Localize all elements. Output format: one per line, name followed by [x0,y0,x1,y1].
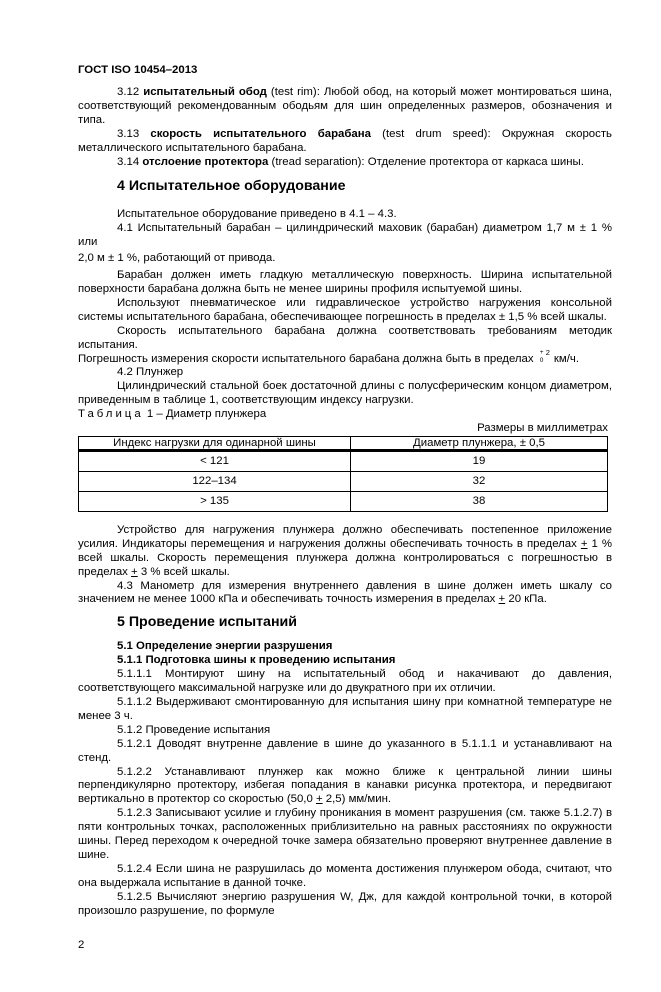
section-4-heading: 4 Испытательное оборудование [117,178,346,195]
clause-3-14 [78,156,612,170]
paragraph-drum-speed: Скорость испытательного барабана должна соответствовать требованиям методик испытания. [78,324,612,351]
paragraph-speed-tolerance: Погрешность измерения скорости испытательного барабана должна быть в пределах + 0 2 км/ч. [78,348,579,365]
clause-4-3: 4.3 Манометр для измерения внутреннего давления в шине должен иметь шкалу со значением не менее 1000 кПа и обеспечивать точность измерения в пределах + 20 кПа. [78,579,612,606]
clause-5-1-2-5: 5.1.2.5 Вычисляют энергию разрушения W, Дж, для каждой контрольной точки, в которой произошло разрушение, по формуле [78,890,612,917]
table-caption: Таблица 1 – Диаметр плунжера [78,408,267,421]
paragraph-plunger: Цилиндрический стальной боек достаточной длины с полусферическим концом диаметром, приведенным в таблице 1, соответствующим индексу нагрузки. [78,380,612,407]
plunger-diameter-table [78,436,608,512]
clause-3-13 [78,128,612,156]
tolerance-notation: + 0 2 [539,348,550,365]
table-row [79,450,608,471]
table-cell: 19 [351,450,608,471]
clause-number: 3.12 [117,86,144,98]
definition: (test drum speed): Окружная скорость металлического испытательного барабана. [78,127,612,154]
clause-4-1: 4.1 Испытательный барабан – цилиндрический маховик (барабан) диаметром 1,7 м ± 1 % или [78,222,612,249]
clause-5-1-2-1: 5.1.2.1 Доводят внутренне давление в шине до указанного в 5.1.1.1 и устанавливают на стенд. [78,737,612,764]
clause-5-1-1-2: 5.1.1.2 Выдерживают смонтированную для испытания шину при комнатной температуре не менее 3 ч. [78,696,612,722]
section-5-heading: 5 Проведение испытаний [117,614,297,631]
table-row [79,471,608,491]
clause-5-1-2-3: 5.1.2.3 Записывают усилие и глубину проникания в момент разрушения (см. также 5.1.2.7) в пяти контрольных точках, расположенных приблизительно на равных расстояниях по окружности шины. Перед переходом к очередной точке замера обязательно проверяют внутреннее давление в шине. [78,807,612,861]
clause-5-1-2-4: 5.1.2.4 Если шина не разрушилась до момента достижения плунжером обода, считают, что она выдержала испытание в данной точке. [78,862,612,889]
table-header-row [79,436,608,450]
document-header: ГОСТ ISO 10454–2013 [78,64,198,76]
table-cell: > 135 [79,491,351,511]
definition: (test rim): Любой обод, на который может монтироваться шина, соответствующий рекомендованным ободьям для шин определенных размеров, обозначения и типа. [78,86,612,126]
clause-3-12 [78,86,612,128]
paragraph-loading-device: Используют пневматическое или гидравлическое устройство нагружения консольной системы испытательного барабана, обеспечивающее погрешность в пределах ± 1,5 % всей шкалы. [78,296,612,323]
clause-number: 3.14 [117,155,143,168]
term: испытательный обод [143,86,267,98]
paragraph-plunger-loading: Устройство для нагружения плунжера должно обеспечивать постепенное приложение усилия. Индикаторы перемещения и нагружения должны обеспечивать точность в пределах + 1 % всей шкалы. Скорость перемещения плунжера должна контролироваться с погрешностью в пределах + 3 % всей шкалы. [78,523,612,578]
definition: (tread separation): Отделение протектора от каркаса шины. [268,155,584,168]
page-number: 2 [78,938,85,951]
table-cell: < 121 [79,450,351,471]
term: отслоение протектора [142,155,269,168]
clause-5-1-1-heading: 5.1.1 Подготовка шины к проведению испытания [117,654,396,667]
clause-5-1-2-2: 5.1.2.2 Устанавливают плунжер как можно ближе к центральной линии шины перпендикулярно протектору, избегая попадания в канавки рисунка протектора, и передвигают вертикально в протектор со скоростью (50,0 + 2,5) мм/мин. [78,765,612,806]
section-4-intro: Испытательное оборудование приведено в 4.1 – 4.3. [117,208,397,221]
table-cell: 38 [351,491,608,511]
table-cell: 122–134 [79,471,351,491]
table-units: Размеры в миллиметрах [477,422,608,435]
clause-4-1-cont: 2,0 м ± 1 %, работающий от привода. [78,252,276,265]
table-row [79,491,608,511]
clause-5-1-heading: 5.1 Определение энергии разрушения [117,640,333,653]
term: скорость испытательного барабана [150,127,371,140]
table-cell: 32 [351,471,608,491]
paragraph-drum-surface: Барабан должен иметь гладкую металлическую поверхность. Ширина испытательной поверхности барабана должна быть не менее ширины профиля испытуемой шины. [78,269,612,295]
clause-4-2: 4.2 Плунжер [117,366,184,379]
document-page [78,63,612,992]
column-header: Индекс нагрузки для одинарной шины [79,436,351,450]
column-header: Диаметр плунжера, ± 0,5 [351,436,608,450]
clause-5-1-2: 5.1.2 Проведение испытания [117,723,271,736]
clause-5-1-1-1: 5.1.1.1 Монтируют шину на испытательный обод и накачивают до давления, соответствующего максимальной нагрузке или до двукратного при их отличии. [78,668,612,695]
clause-number: 3.13 [117,127,151,140]
